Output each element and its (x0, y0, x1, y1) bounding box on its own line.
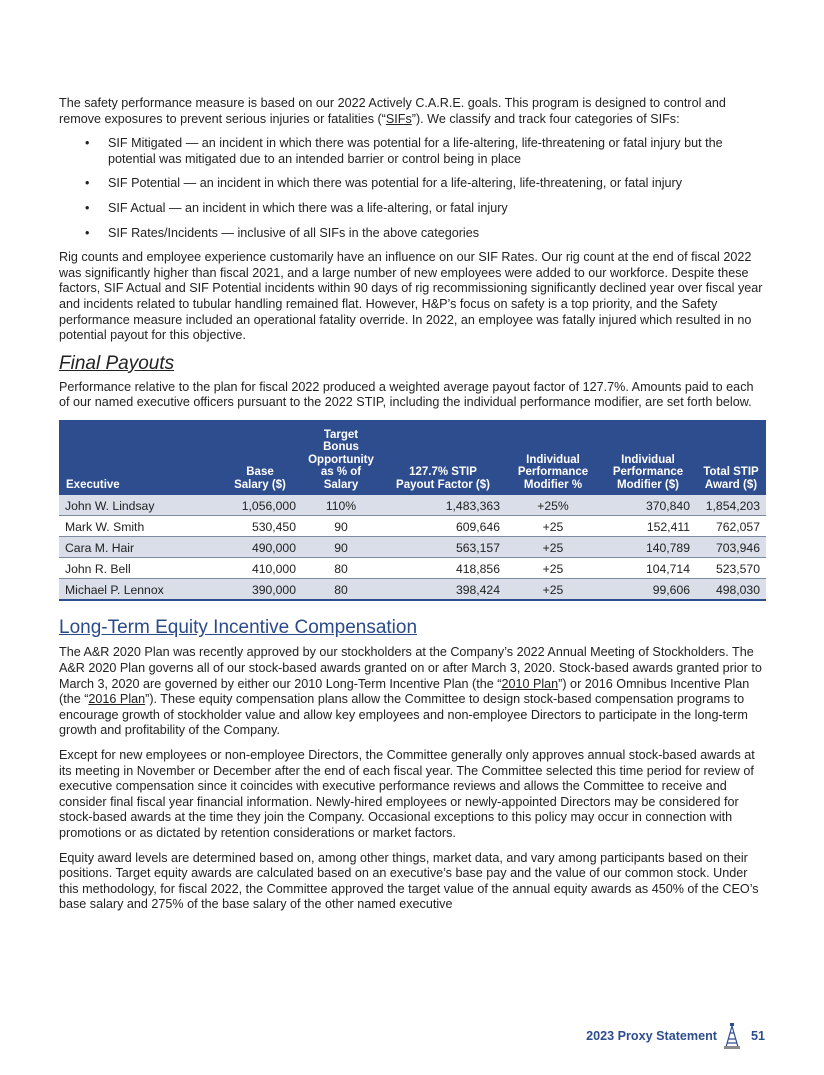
table-row: John W. Lindsay 1,056,000 110% 1,483,363 +25% 370,840 1,854,203 (59, 495, 766, 516)
sif-category-list (59, 136, 766, 241)
list-item: • SIF Potential — an incident in which there was potential for a life-altering, life-threatening, or fatal injury (85, 176, 683, 191)
stip-payout-table (59, 420, 766, 602)
2010-plan-link: 2010 Plan (501, 676, 559, 691)
table-header-row (59, 420, 766, 496)
table-row: Cara M. Hair 490,000 90 563,157 +25 140,789 703,946 (59, 537, 766, 558)
safety-paragraph: The safety performance measure is based on our 2022 Actively C.A.R.E. goals. This program is designed to control and remove exposures to prevent serious injuries or fatalities (“SIFs”). We classify and track four categories of SIFs: (59, 96, 726, 126)
header-base-salary: Base Salary ($) (218, 420, 302, 496)
header-modifier-pct: Individual Performance Modifier % (506, 420, 600, 496)
header-executive: Executive (59, 420, 218, 496)
award-timing-paragraph: Except for new employees or non-employee Directors, the Committee generally only approves annual stock-based awards at its meeting in November or December after the end of each fiscal year. The Committee selected this time period for review of executive compensation since it coincides with executive performance reviews and allows the Committee to receive and consider final fiscal year financial information. Newly-hired employees or newly-appointed Directors may be considered for stock-based awards at the time they join the Company. Occasional exceptions to this policy may occur in connection with promotions or as dictated by retention considerations or market factors. (59, 747, 755, 840)
rig-count-paragraph: Rig counts and employee experience customarily have an influence on our SIF Rates. Our rig count at the end of fiscal 2022 was significantly higher than fiscal 2021, and a large number of new employees were added to our workforce. Despite these factors, SIF Actual and SIF Potential incidents within 90 days of rig recommissioning significantly declined year over fiscal year and incidents related to tubular handling remained flat. However, H&P’s focus on safety is a top priority, and the Safety performance measure included an operational fatality override. In 2022, an employee was fatally injured which resulted in no potential payout for this objective. (59, 250, 763, 343)
header-target-bonus: Target Bonus Opportunity as % of Salary (302, 420, 380, 496)
final-payouts-heading: Final Payouts (59, 352, 175, 374)
long-term-equity-heading: Long-Term Equity Incentive Compensation (59, 617, 418, 639)
footer-title: 2023 Proxy Statement (586, 1029, 717, 1043)
bullet-icon: • (85, 225, 90, 240)
table-row: John R. Bell 410,000 80 418,856 +25 104,714 523,570 (59, 558, 766, 579)
table-row: Mark W. Smith 530,450 90 609,646 +25 152,411 762,057 (59, 516, 766, 537)
list-item: • SIF Rates/Incidents — inclusive of all SIFs in the above categories (85, 225, 479, 240)
award-levels-paragraph: Equity award levels are determined based on, among other things, market data, and vary among participants based on their positions. Target equity awards are calculated based on an executive’s base pay and the value of our common stock. Under this methodology, for fiscal 2022, the Committee approved the target value of the annual equity awards as 450% of the CEO’s base salary and 275% of the base salary of the other named executive (59, 850, 759, 912)
table-row: Michael P. Lennox 390,000 80 398,424 +25 99,606 498,030 (59, 579, 766, 601)
sifs-link: SIFs (385, 111, 412, 126)
derrick-logo-icon (723, 1023, 741, 1049)
2016-plan-link: 2016 Plan (88, 692, 146, 707)
page-footer (586, 1023, 765, 1049)
bullet-icon: • (85, 136, 90, 151)
header-total-award: Total STIP Award ($) (696, 420, 766, 496)
ar-2020-plan-paragraph: The A&R 2020 Plan was recently approved by our stockholders at the Company’s 2022 Annual Meeting of Stockholders. The A&R 2020 Plan governs all of our stock-based awards granted on or after March 3, 2020. Stock-based awards granted prior to March 3, 2020 are governed by either our 2010 Long-Term Incentive Plan (the “2010 Plan”) or 2016 Omnibus Incentive Plan (the “2016 Plan”). These equity compensation plans allow the Committee to design stock-based compensation programs to encourage growth of stockholder value and allow key employees and non-employee Directors to participate in the long-term growth and profitability of the Company. (59, 645, 762, 738)
bullet-icon: • (85, 176, 90, 191)
header-modifier-amount: Individual Performance Modifier ($) (600, 420, 696, 496)
header-payout-factor: 127.7% STIP Payout Factor ($) (380, 420, 506, 496)
bullet-icon: • (85, 200, 90, 215)
page-number: 51 (750, 1029, 765, 1043)
list-item: • SIF Mitigated — an incident in which there was potential for a life-altering, life-threatening or fatal injury but the potential was mitigated due to an intended barrier or control being in place (85, 136, 723, 166)
page-content (59, 96, 766, 922)
list-item: • SIF Actual — an incident in which there was a life-altering, or fatal injury (85, 200, 508, 215)
final-payouts-paragraph: Performance relative to the plan for fiscal 2022 produced a weighted average payout factor of 127.7%. Amounts paid to each of our named executive officers pursuant to the 2022 STIP, including the individual performance modifier, are set forth below. (59, 379, 754, 410)
